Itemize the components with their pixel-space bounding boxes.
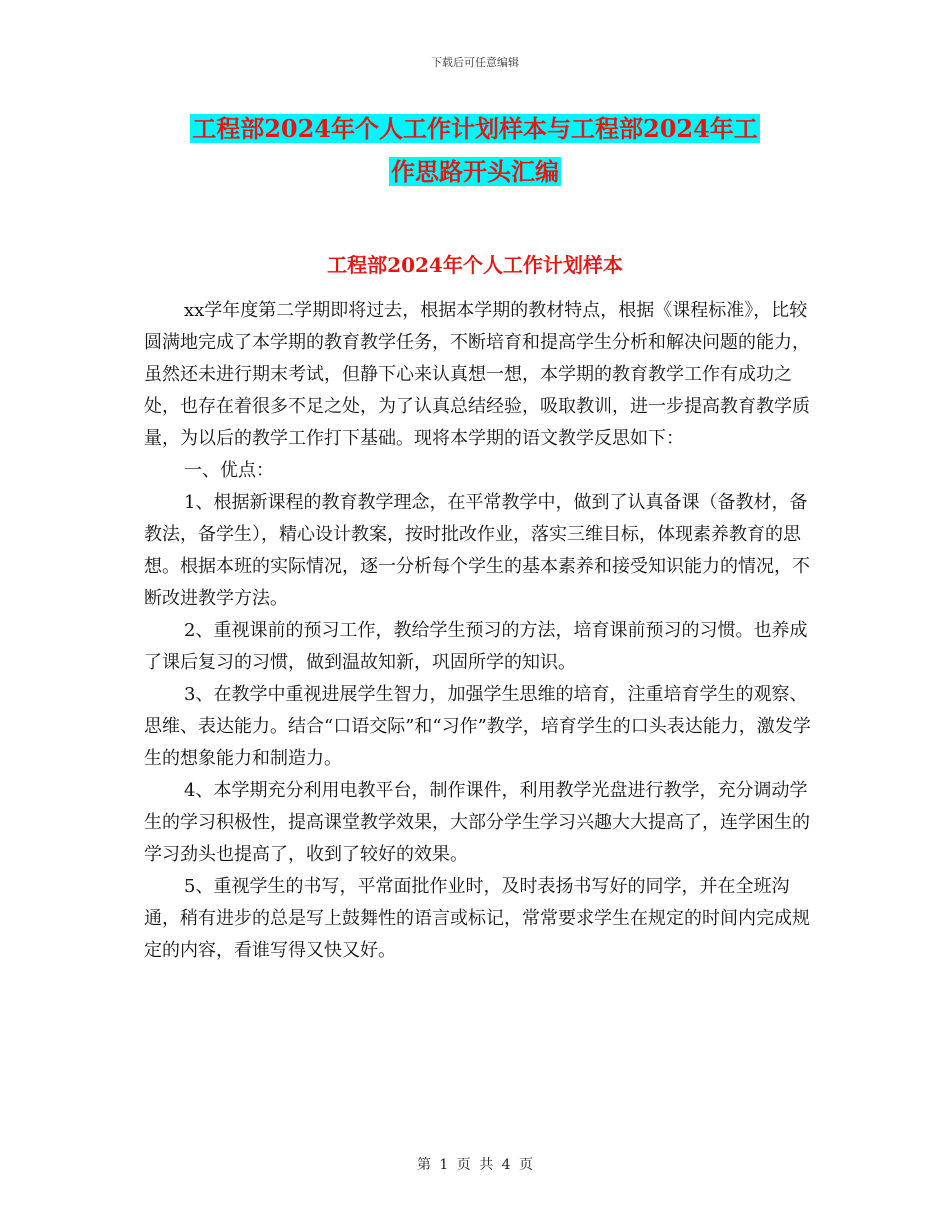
document-body — [144, 295, 824, 967]
paragraph-heading-advantages: 一、优点： — [184, 460, 274, 481]
page-header-note: 下载后可任意编辑 — [431, 56, 519, 69]
document-title-line-2-text: 作思路开头汇编 — [391, 157, 559, 186]
document-title-line-2 — [0, 156, 950, 188]
paragraph-item-1: 1、根据新课程的教育教学理念，在平常教学中，做到了认真备课（备教材，备教法，备学生），精心设计教案，按时批改作业，落实三维目标，体现素养教育的思想。根据本班的实际情况，逐一分析每个学生的基本素养和接受知识能力的情况，不断改进教学方法。 — [144, 492, 810, 609]
page-footer: 第 1 页 共 4 页 — [416, 1157, 534, 1173]
paragraph-item-3: 3、在教学中重视进展学生智力，加强学生思维的培育，注重培育学生的观察、思维、表达能力。结合“口语交际”和“习作”教学，培育学生的口头表达能力，激发学生的想象能力和制造力。 — [144, 684, 811, 769]
document-title-line-1 — [0, 113, 950, 145]
paragraph-item-2: 2、重视课前的预习工作，教给学生预习的方法，培育课前预习的习惯。也养成了课后复习的习惯，做到温故知新，巩固所学的知识。 — [144, 620, 808, 673]
paragraph-item-4: 4、本学期充分利用电教平台，制作课件，利用教学光盘进行教学，充分调动学生的学习积极性，提高课堂教学效果，大部分学生学习兴趣大大提高了，连学困生的学习劲头也提高了，收到了较好的效果。 — [144, 780, 810, 865]
paragraph-intro: xx学年度第二学期即将过去，根据本学期的教材特点，根据《课程标准》，比较圆满地完成了本学期的教育教学任务，不断培育和提高学生分析和解决问题的能力，虽然还未进行期末考试，但静下心来认真想一想，本学期的教育教学工作有成功之处，也存在着很多不足之处，为了认真总结经验，吸取教训，进一步提高教育教学质量，为以后的教学工作打下基础。现将本学期的语文教学反思如下： — [144, 300, 810, 449]
section-title: 工程部2024年个人工作计划样本 — [327, 253, 623, 277]
paragraph-item-5: 5、重视学生的书写，平常面批作业时，及时表扬书写好的同学，并在全班沟通，稍有进步的总是写上鼓舞性的语言或标记，常常要求学生在规定的时间内完成规定的内容，看谁写得又快又好。 — [144, 876, 810, 961]
document-title-line-1-text: 工程部2024年个人工作计划样本与工程部2024年工 — [192, 114, 758, 143]
